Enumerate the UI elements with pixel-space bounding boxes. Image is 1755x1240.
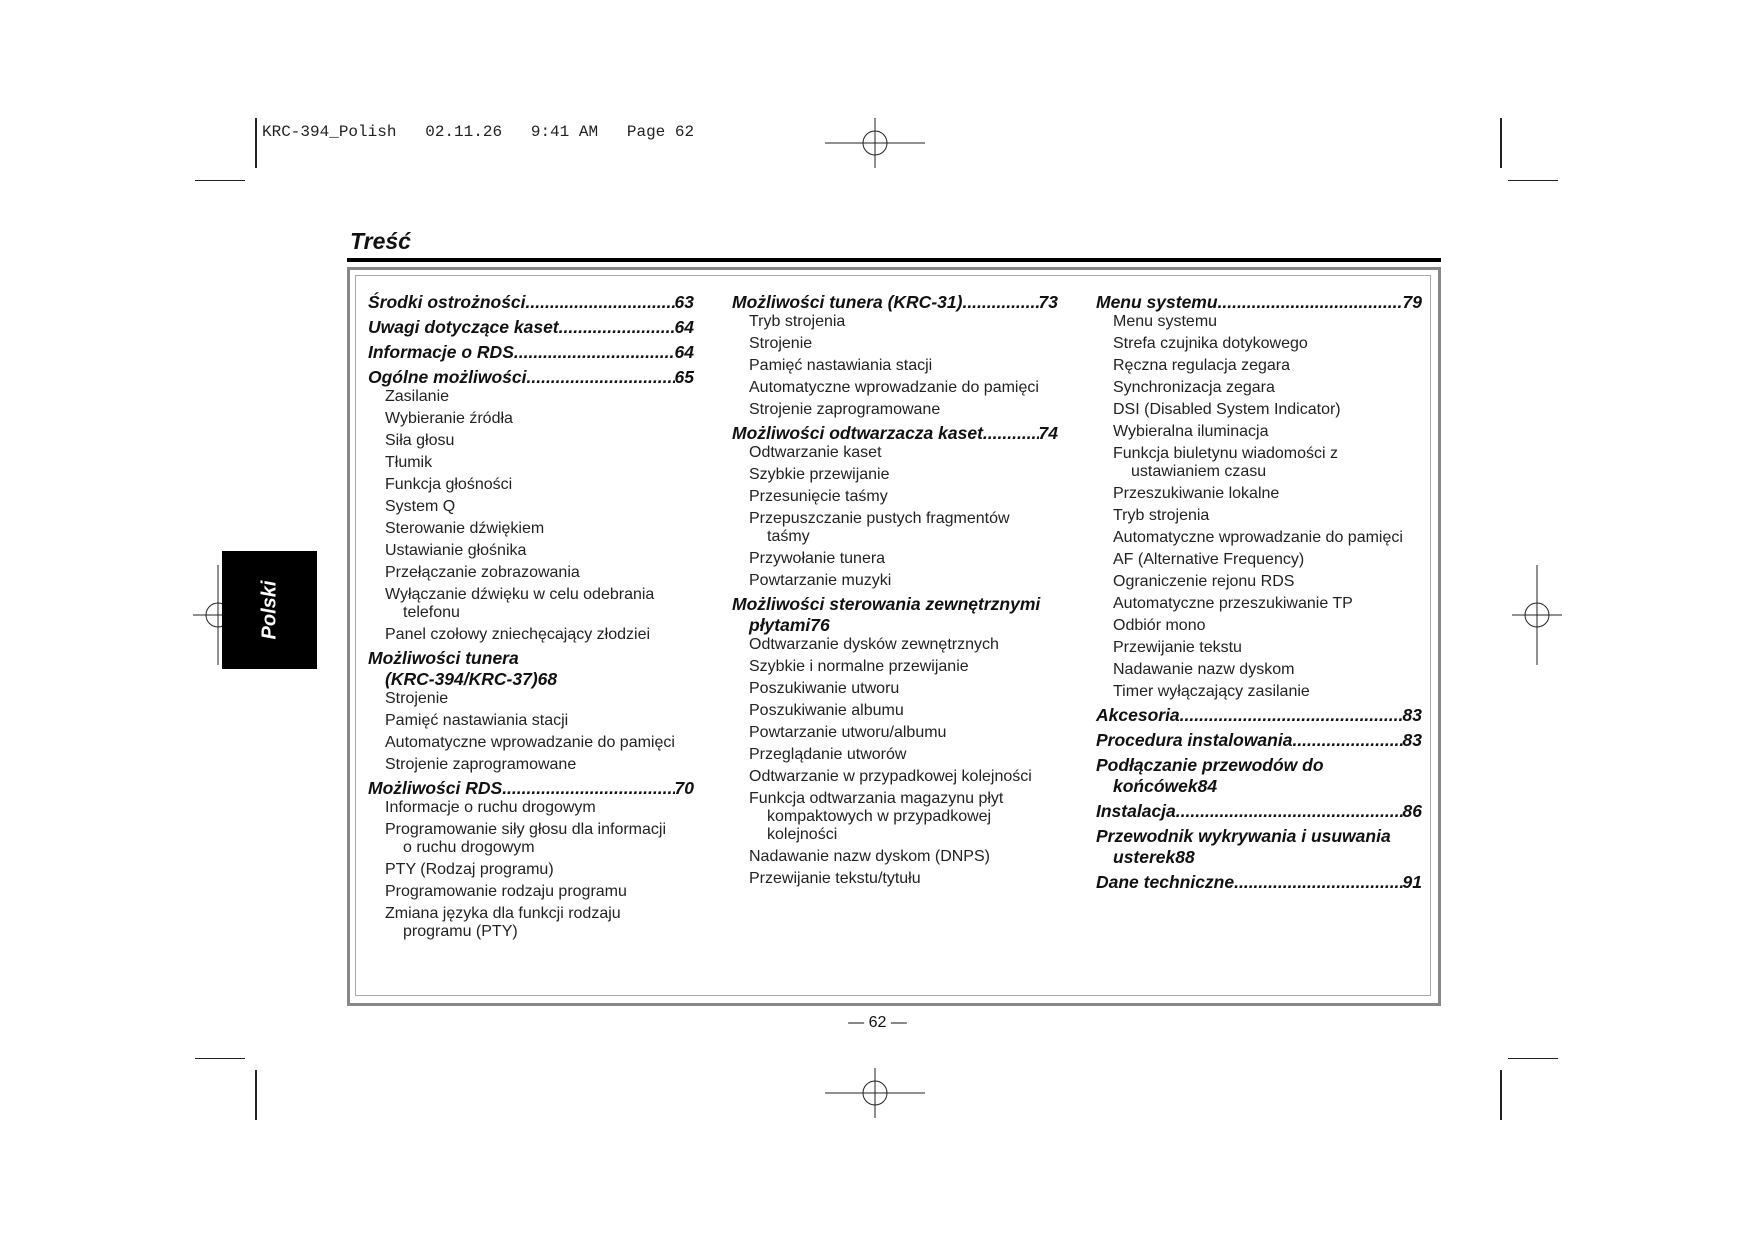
section-title: Treść — [350, 228, 411, 254]
toc-subentry — [1096, 379, 1422, 397]
toc-subentry-text: DSI (Disabled System Indicator) — [1113, 401, 1341, 418]
toc-column-1 — [368, 288, 694, 945]
toc-subentry-text: Wybieranie źródła — [385, 410, 513, 427]
toc-subentry-text: Timer wyłączający zasilanie — [1113, 683, 1310, 700]
toc-subentry — [368, 410, 694, 428]
toc-subentry — [1096, 595, 1422, 613]
toc-subentry — [1096, 313, 1422, 331]
toc-subentry — [368, 883, 694, 901]
toc-subentry-text: Pamięć nastawiania stacji — [749, 357, 933, 374]
toc-subentry-text: Odtwarzanie kaset — [749, 444, 882, 461]
toc-entry-page: 74 — [1038, 423, 1058, 443]
toc-entry-page: 83 — [1402, 705, 1422, 725]
toc-subentry-text: Programowanie rodzaju programu — [385, 883, 627, 900]
toc-subentry-text: Ograniczenie rejonu RDS — [1113, 573, 1295, 590]
toc-subentry — [732, 550, 1058, 568]
toc-subentry-text: Sterowanie dźwiękiem — [385, 520, 545, 537]
toc-subentry-text: telefonu — [403, 604, 460, 621]
toc-subentry — [368, 905, 694, 941]
toc-subentry-text: Wyłączanie dźwięku w celu odebrania — [385, 586, 655, 603]
toc-subentry-text: kompaktowych w przypadkowej — [767, 808, 992, 825]
toc-subentry-text: Przełączanie zobrazowania — [385, 564, 580, 581]
toc-entry-page: 64 — [674, 317, 694, 337]
toc-subentry — [368, 454, 694, 472]
toc-entry — [1096, 826, 1422, 868]
toc-subentry-text: Panel czołowy zniechęcający złodziei — [385, 626, 651, 643]
toc-leader-dots — [514, 342, 675, 363]
toc-subentry — [1096, 485, 1422, 503]
crop-mark — [1508, 180, 1558, 181]
toc-subentry-text: Wybieralna iluminacja — [1113, 423, 1269, 440]
toc-entry-label: Ogólne możliwości — [368, 367, 527, 387]
toc-entry — [732, 594, 1058, 636]
toc-entry-page: 63 — [674, 292, 694, 312]
toc-entry — [1096, 292, 1422, 313]
toc-entry-page: 91 — [1402, 872, 1422, 892]
toc-subentry-text: Funkcja odtwarzania magazynu płyt — [749, 790, 1004, 807]
toc-subentry — [732, 724, 1058, 742]
toc-subentry-text: Tryb strojenia — [1113, 507, 1210, 524]
toc-subentry — [1096, 617, 1422, 635]
page-number: — 62 — — [848, 1014, 907, 1031]
toc-subentry-text: Informacje o ruchu drogowym — [385, 799, 596, 816]
toc-entry-page: 70 — [674, 778, 694, 798]
toc-subentry — [732, 401, 1058, 419]
toc-entry-label-cont: płytami — [749, 615, 811, 635]
toc-subentry — [1096, 573, 1422, 591]
toc-entry-label: Możliwości tunera (KRC-31) — [732, 292, 963, 312]
toc-subentry-text: Poszukiwanie albumu — [749, 702, 904, 719]
toc-subentry — [1096, 445, 1422, 481]
registration-mark-icon — [825, 1068, 925, 1118]
toc-subentry-text: Przeglądanie utworów — [749, 746, 907, 763]
toc-entry-line — [732, 615, 1058, 636]
toc-entry — [368, 367, 694, 388]
toc-subentry-text: Funkcja głośności — [385, 476, 513, 493]
toc-subentry — [1096, 423, 1422, 441]
toc-subentry-text: Automatyczne wprowadzanie do pamięci — [749, 379, 1039, 396]
toc-leader-dots — [526, 292, 675, 313]
toc-subentry-text: Szybkie przewijanie — [749, 466, 890, 483]
toc-entry — [368, 292, 694, 313]
registration-mark-icon — [825, 118, 925, 168]
toc-subentry — [732, 768, 1058, 786]
toc-entry-line — [1096, 776, 1422, 797]
toc-subentry-text: Przewijanie tekstu/tytułu — [749, 870, 921, 887]
toc-subentry-text: Powtarzanie muzyki — [749, 572, 892, 589]
toc-subentry — [732, 790, 1058, 844]
toc-subentry-text: Nadawanie nazw dyskom — [1113, 661, 1295, 678]
toc-subentry-text: Przywołanie tunera — [749, 550, 886, 567]
toc-leader-dots — [1234, 872, 1402, 893]
toc-entry — [1096, 801, 1422, 822]
toc-entry-line — [368, 669, 694, 690]
toc-subentry — [1096, 661, 1422, 679]
language-tab-label: Polski — [258, 580, 280, 640]
toc-subentry — [368, 586, 694, 622]
toc-entry — [368, 342, 694, 363]
toc-entry-line — [1096, 847, 1422, 868]
toc-subentry-text: Ręczna regulacja zegara — [1113, 357, 1290, 374]
toc-entry-page: 65 — [674, 367, 694, 387]
toc-entry — [368, 778, 694, 799]
toc-subentry — [368, 821, 694, 857]
toc-subentry-text: Tryb strojenia — [749, 313, 846, 330]
toc-subentry-text: Powtarzanie utworu/albumu — [749, 724, 947, 741]
toc-subentry — [1096, 639, 1422, 657]
toc-subentry — [368, 498, 694, 516]
toc-entry-page: 84 — [1197, 776, 1218, 796]
print-header: KRC-394_Polish 02.11.26 9:41 AM Page 62 — [262, 123, 695, 141]
toc-entry-page: 88 — [1175, 847, 1195, 867]
toc-subentry — [1096, 551, 1422, 569]
toc-entry — [1096, 730, 1422, 751]
toc-subentry — [368, 690, 694, 708]
toc-subentry — [732, 870, 1058, 888]
toc-subentry — [732, 510, 1058, 546]
toc-subentry — [732, 488, 1058, 506]
toc-subentry — [368, 861, 694, 879]
toc-subentry-text: Odbiór mono — [1113, 617, 1206, 634]
crop-mark — [195, 1058, 245, 1059]
crop-mark — [1508, 1058, 1558, 1059]
toc-subentry — [1096, 401, 1422, 419]
toc-subentry — [732, 379, 1058, 397]
crop-mark — [195, 180, 245, 181]
toc-subentry-text: Programowanie siły głosu dla informacji — [385, 821, 667, 838]
toc-subentry-text: Odtwarzanie dysków zewnętrznych — [749, 636, 999, 653]
toc-subentry-text: taśmy — [767, 528, 810, 545]
toc-subentry-text: System Q — [385, 498, 456, 515]
toc-entry-label: Możliwości sterowania zewnętrznymi — [732, 594, 1041, 614]
toc-subentry-text: Tłumik — [385, 454, 433, 471]
toc-subentry-text: Strojenie zaprogramowane — [385, 756, 577, 773]
toc-entry — [368, 648, 694, 690]
toc-subentry — [732, 313, 1058, 331]
toc-subentry — [368, 388, 694, 406]
toc-subentry-text: kolejności — [767, 826, 838, 843]
toc-subentry-text: o ruchu drogowym — [403, 839, 535, 856]
toc-entry — [732, 292, 1058, 313]
toc-subentry — [1096, 683, 1422, 701]
toc-leader-dots — [1218, 292, 1403, 313]
registration-mark-icon — [1512, 565, 1562, 665]
toc-entry-label: Menu systemu — [1096, 292, 1218, 312]
toc-subentry — [368, 626, 694, 644]
toc-entry-page: 86 — [1402, 801, 1422, 821]
toc-subentry-text: Poszukiwanie utworu — [749, 680, 900, 697]
toc-subentry — [368, 712, 694, 730]
toc-entry-label: Podłączanie przewodów do — [1096, 755, 1324, 775]
toc-leader-dots — [527, 367, 675, 388]
toc-subentry-text: Nadawanie nazw dyskom (DNPS) — [749, 848, 990, 865]
toc-subentry-text: Przesunięcie taśmy — [749, 488, 888, 505]
toc-subentry — [1096, 529, 1422, 547]
toc-entry-page: 83 — [1402, 730, 1422, 750]
toc-subentry-text: Zasilanie — [385, 388, 450, 405]
toc-subentry-text: Funkcja biuletynu wiadomości z — [1113, 445, 1338, 462]
toc-subentry — [732, 636, 1058, 654]
toc-subentry-text: Strefa czujnika dotykowego — [1113, 335, 1308, 352]
toc-subentry-text: Menu systemu — [1113, 313, 1218, 330]
toc-entry-page: 76 — [810, 615, 830, 635]
toc-subentry-text: Strojenie zaprogramowane — [749, 401, 941, 418]
toc-entry-page: 64 — [674, 342, 694, 362]
toc-entry-label: Akcesoria — [1096, 705, 1180, 725]
toc-subentry-text: Szybkie i normalne przewijanie — [749, 658, 969, 675]
toc-leader-dots — [1292, 730, 1402, 751]
toc-leader-dots — [1180, 705, 1403, 726]
toc-leader-dots — [559, 317, 675, 338]
toc-subentry — [368, 756, 694, 774]
toc-leader-dots — [1176, 801, 1403, 822]
toc-subentry — [732, 357, 1058, 375]
toc-entry-label-cont: (KRC-394/KRC-37) — [385, 669, 538, 689]
toc-entry-label: Środki ostrożności — [368, 292, 526, 312]
toc-subentry-text: Pamięć nastawiania stacji — [385, 712, 569, 729]
toc-subentry-text: programu (PTY) — [403, 923, 518, 940]
toc-subentry — [1096, 507, 1422, 525]
toc-subentry — [732, 702, 1058, 720]
language-tab — [222, 551, 317, 669]
toc-subentry — [732, 466, 1058, 484]
toc-entry-label: Procedura instalowania — [1096, 730, 1293, 750]
toc-subentry-text: Przepuszczanie pustych fragmentów — [749, 510, 1010, 527]
toc-entry-label: Uwagi dotyczące kaset — [368, 317, 559, 337]
toc-subentry — [1096, 357, 1422, 375]
toc-subentry-text: Siła głosu — [385, 432, 455, 449]
toc-subentry-text: AF (Alternative Frequency) — [1113, 551, 1305, 568]
toc-subentry — [732, 746, 1058, 764]
toc-entry — [732, 423, 1058, 444]
toc-entry — [1096, 755, 1422, 797]
toc-subentry-text: Strojenie — [749, 335, 813, 352]
toc-subentry — [368, 542, 694, 560]
toc-entry — [1096, 705, 1422, 726]
toc-entry-label: Możliwości odtwarzacza kaset — [732, 423, 983, 443]
toc-subentry — [732, 848, 1058, 866]
toc-subentry — [732, 572, 1058, 590]
crop-mark — [255, 118, 257, 168]
toc-column-2 — [732, 288, 1058, 892]
toc-subentry — [368, 520, 694, 538]
toc-entry-page: 73 — [1038, 292, 1058, 312]
toc-subentry — [732, 680, 1058, 698]
toc-subentry-text: Strojenie — [385, 690, 449, 707]
title-rule — [347, 258, 1441, 262]
crop-mark — [1500, 118, 1502, 168]
toc-subentry — [1096, 335, 1422, 353]
toc-subentry-text: Ustawianie głośnika — [385, 542, 527, 559]
toc-subentry-text: Automatyczne wprowadzanie do pamięci — [385, 734, 675, 751]
toc-subentry-text: PTY (Rodzaj programu) — [385, 861, 554, 878]
toc-entry-label-cont: końcówek — [1113, 776, 1198, 796]
toc-entry-label: Dane techniczne — [1096, 872, 1235, 892]
toc-subentry — [368, 432, 694, 450]
toc-subentry — [732, 444, 1058, 462]
toc-subentry — [368, 799, 694, 817]
toc-leader-dots — [502, 778, 674, 799]
crop-mark — [1500, 1070, 1502, 1120]
toc-subentry — [732, 335, 1058, 353]
toc-leader-dots — [962, 292, 1038, 313]
toc-entry — [368, 317, 694, 338]
toc-leader-dots — [983, 423, 1039, 444]
toc-column-3 — [1096, 288, 1422, 893]
toc-entry-label: Informacje o RDS — [368, 342, 514, 362]
toc-entry-page: 68 — [537, 669, 558, 689]
toc-subentry — [368, 476, 694, 494]
toc-entry-label: Możliwości RDS — [368, 778, 503, 798]
toc-subentry-text: Zmiana języka dla funkcji rodzaju — [385, 905, 621, 922]
toc-subentry-text: Synchronizacja zegara — [1113, 379, 1275, 396]
toc-subentry-text: Odtwarzanie w przypadkowej kolejności — [749, 768, 1032, 785]
toc-subentry-text: Przeszukiwanie lokalne — [1113, 485, 1280, 502]
crop-mark — [255, 1070, 257, 1120]
toc-subentry — [732, 658, 1058, 676]
toc-entry-page: 79 — [1402, 292, 1422, 312]
toc-subentry — [368, 734, 694, 752]
toc-entry — [1096, 872, 1422, 893]
toc-entry-label: Przewodnik wykrywania i usuwania — [1096, 826, 1391, 846]
toc-subentry-text: Automatyczne wprowadzanie do pamięci — [1113, 529, 1403, 546]
toc-subentry — [368, 564, 694, 582]
toc-entry-label-cont: usterek — [1113, 847, 1176, 867]
toc-entry-label: Instalacja — [1096, 801, 1176, 821]
toc-subentry-text: Automatyczne przeszukiwanie TP — [1113, 595, 1353, 612]
toc-entry-label: Możliwości tunera — [368, 648, 519, 668]
toc-subentry-text: Przewijanie tekstu — [1113, 639, 1242, 656]
toc-subentry-text: ustawianiem czasu — [1131, 463, 1267, 480]
